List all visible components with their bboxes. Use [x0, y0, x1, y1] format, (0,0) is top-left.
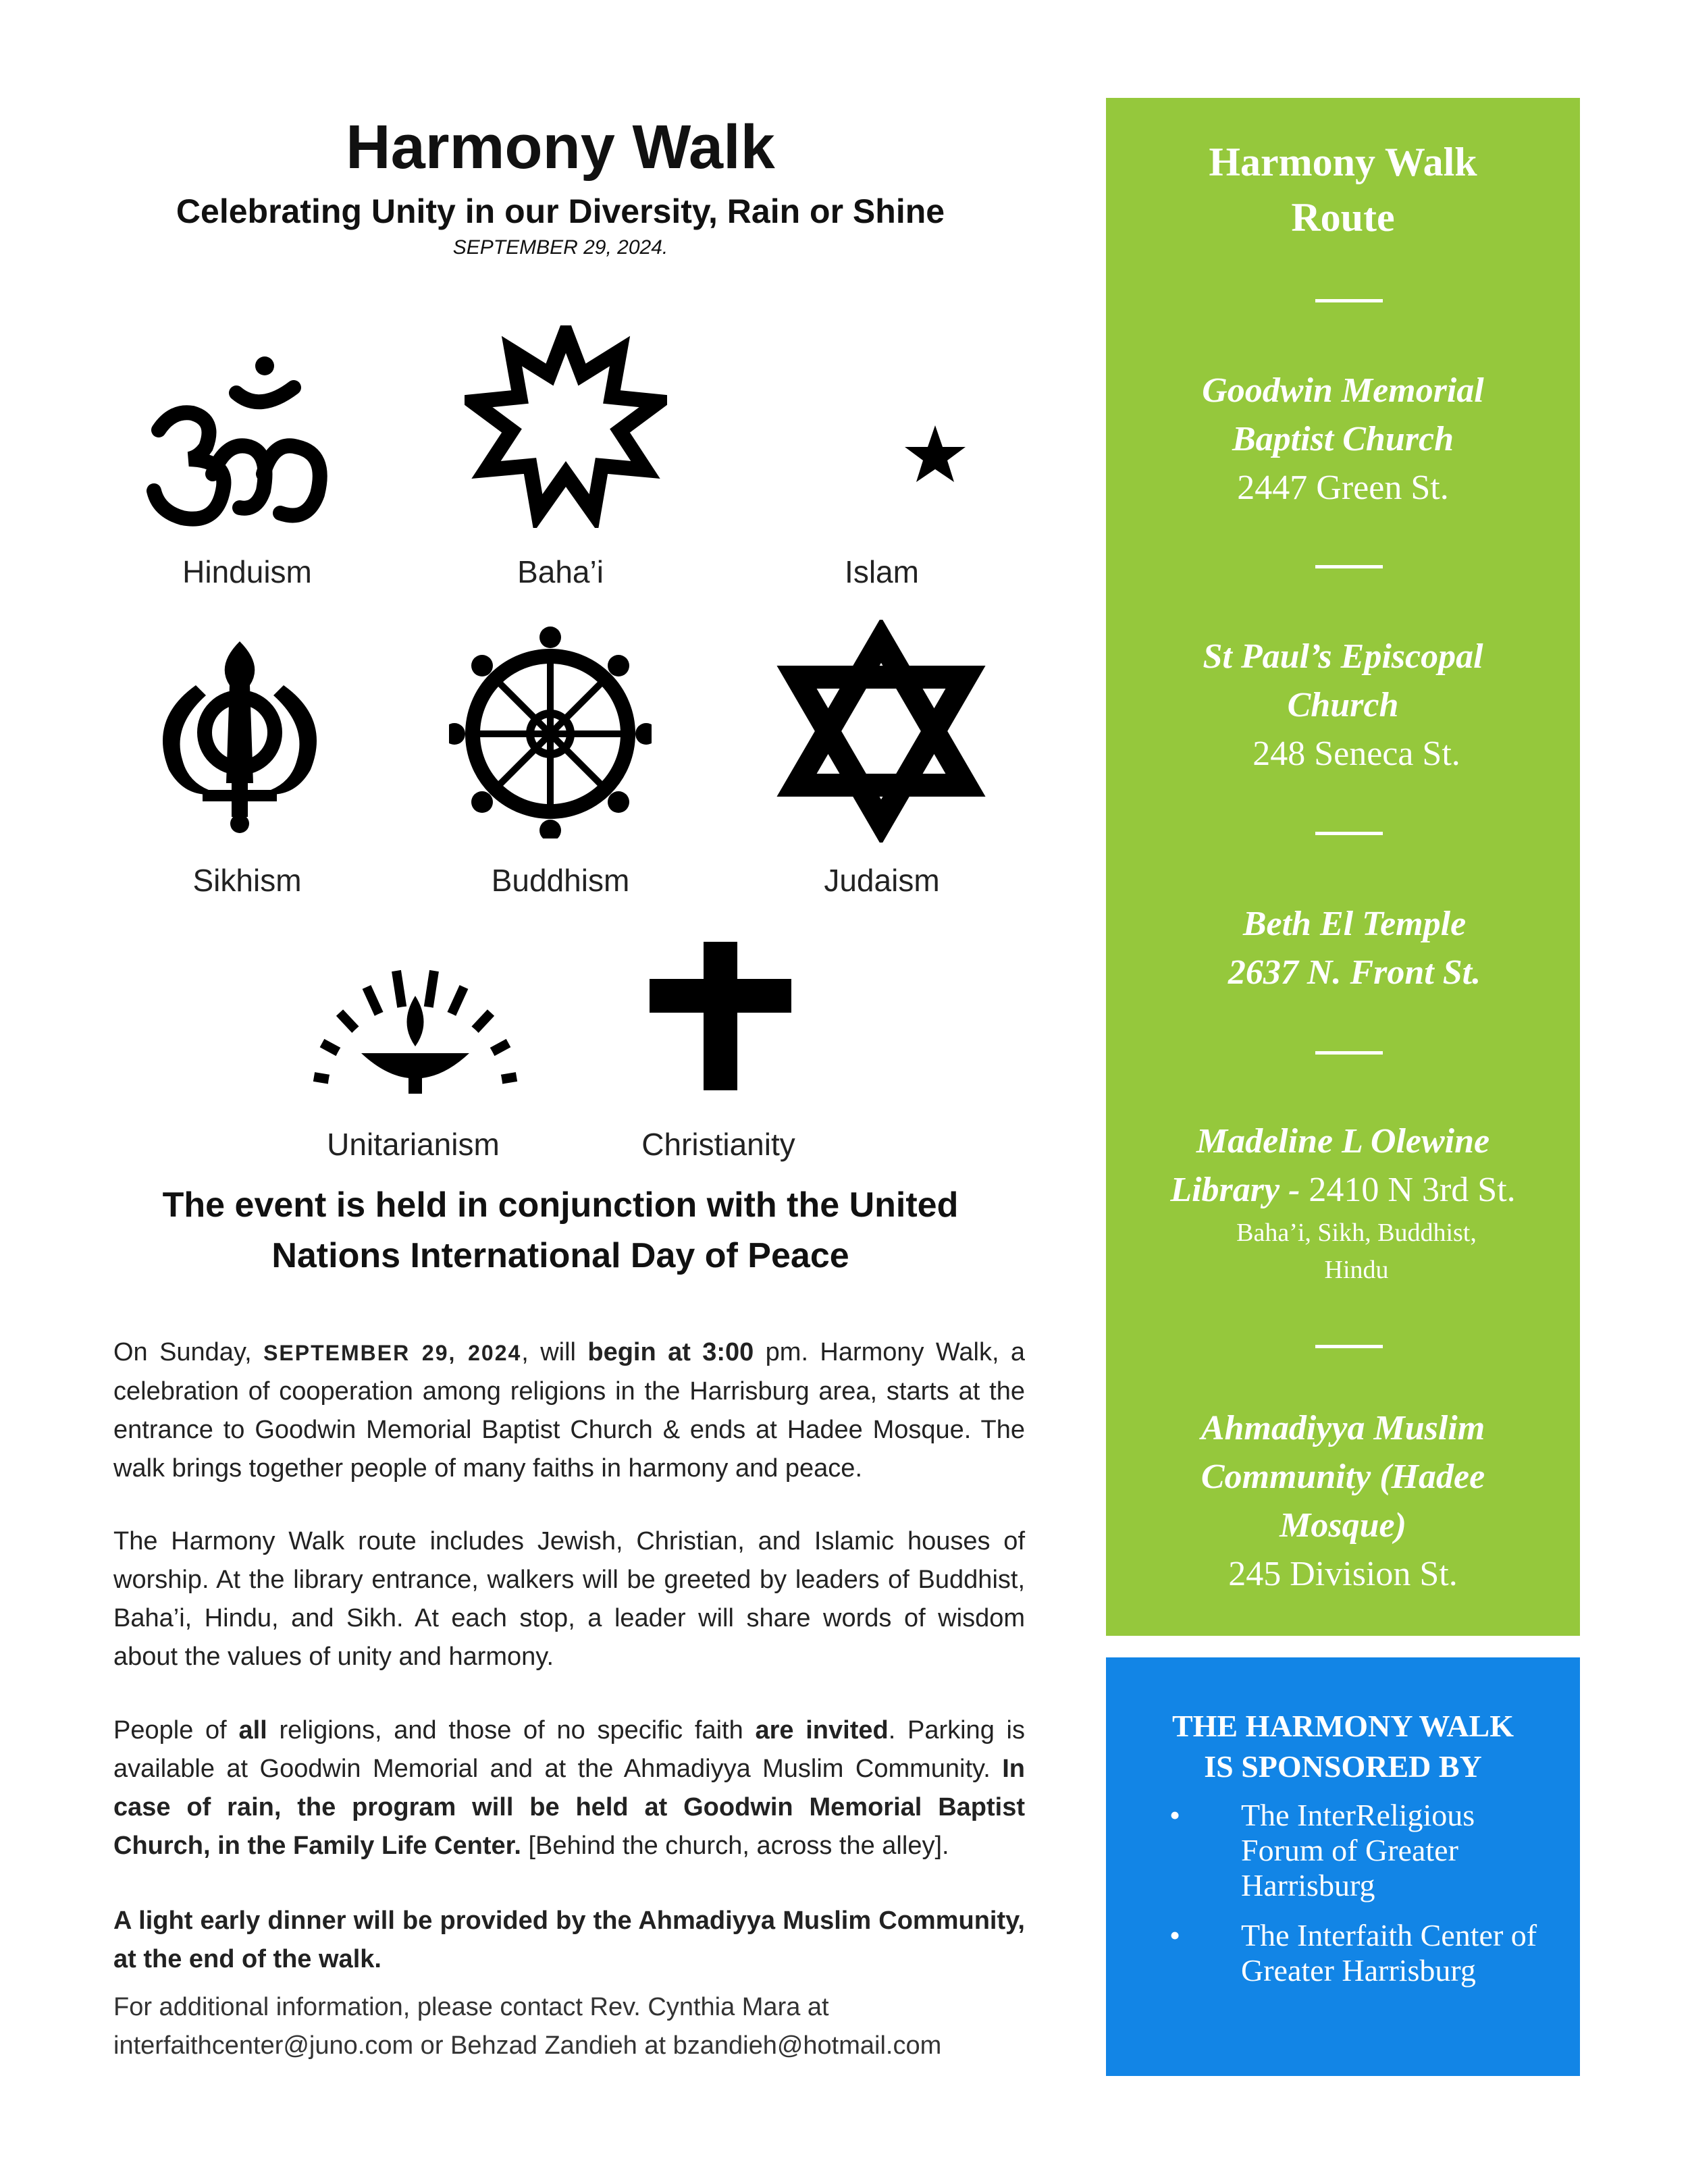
page-title: Harmony Walk — [346, 113, 775, 182]
symbol-label-judaism: Judaism — [824, 863, 940, 898]
khanda-icon — [142, 638, 338, 834]
event-date: SEPTEMBER 29, 2024. — [452, 236, 668, 259]
stop-1-address: 2447 Green St. — [1237, 469, 1449, 507]
p3-text-d: [Behind the church, across the alley]. — [521, 1832, 949, 1860]
p1-begin-time: begin at 3:00 — [587, 1338, 754, 1366]
sponsors-title — [1106, 1706, 1580, 1787]
stop-5-name-line1: Ahmadiyya Muslim — [1201, 1409, 1485, 1447]
stop-3-address: 2637 N. Front St. — [1228, 953, 1481, 992]
p3-all: all — [238, 1716, 267, 1744]
stop-2-address: 248 Seneca St. — [1252, 735, 1460, 773]
paragraph-route-info: The Harmony Walk route includes Jewish, Christian, and Islamic houses of worship. At the library entrance, walkers will be greeted by leaders of Buddhist, Baha’i, Hindu, and Sikh. At each stop, a leader will share words of wisdom about the values of unity and harmony. — [113, 1527, 1025, 1671]
contact-info: For additional information, please contact Rev. Cynthia Mara at interfaithcenter@juno.com or Behzad Zandieh at bzandieh@hotmail.com — [113, 1993, 942, 2060]
sponsor-item: • The Interfaith Center of Greater Harrisburg — [1153, 1918, 1558, 1988]
route-panel — [1106, 98, 1580, 1636]
dharma-wheel-icon — [449, 622, 652, 838]
crescent-star-icon — [783, 365, 986, 540]
stop-4-address: 2410 N 3rd St. — [1300, 1171, 1516, 1209]
symbol-label-sikhism: Sikhism — [192, 863, 302, 898]
cross-icon — [650, 942, 791, 1090]
route-stop-st-pauls — [1106, 633, 1580, 778]
paragraph-invitation — [113, 1711, 1025, 1865]
stop-4-faiths-line2: Hindu — [1324, 1256, 1389, 1284]
p3-text-b: religions, and those of no specific faith — [267, 1716, 756, 1744]
stop-3-name: Beth El Temple — [1242, 905, 1467, 943]
p3-text-c: . Parking is available at Goodwin Memorial and at the Ahmadiyya Muslim Community. — [113, 1716, 1025, 1783]
symbol-label-unitarianism: Unitarianism — [327, 1127, 500, 1162]
symbol-label-buddhism: Buddhism — [491, 863, 630, 898]
sponsors-title-line1: THE HARMONY WALK — [1171, 1709, 1514, 1743]
route-stop-library — [1106, 1117, 1580, 1289]
p1-text-a: On Sunday, — [113, 1338, 264, 1366]
route-stop-beth-el — [1106, 900, 1580, 997]
stop-2-name-line1: St Paul’s Episcopal — [1203, 637, 1483, 676]
symbol-label-hinduism: Hinduism — [182, 554, 312, 589]
route-divider — [1315, 299, 1383, 302]
route-title — [1106, 134, 1580, 245]
p3-text-a: People of — [113, 1716, 239, 1744]
stop-4-name-line2: Library - — [1170, 1171, 1300, 1209]
route-divider — [1315, 1345, 1383, 1348]
om-icon — [135, 346, 338, 541]
stop-5-name-line2: Community (Hadee — [1201, 1458, 1485, 1496]
p1-text-c: pm. Harmony Walk, a celebration of cooperation among religions in the Harrisburg area, starts at the entrance to Goodwin Memorial Baptist Church & ends at Hadee Mosque. The walk brings together people of many faiths in harmony and peace. — [113, 1338, 1026, 1483]
route-divider — [1315, 832, 1383, 835]
stop-4-name-line1: Madeline L Olewine — [1196, 1122, 1490, 1161]
route-stop-goodwin — [1106, 367, 1580, 512]
sponsors-list — [1153, 1798, 1558, 2003]
symbol-label-islam: Islam — [845, 554, 919, 589]
stop-5-name-line3: Mosque) — [1280, 1506, 1406, 1545]
p3-invited: are invited — [755, 1716, 889, 1744]
paragraph-dinner: A light early dinner will be provided by the Ahmadiyya Muslim Community, at the end of the walk. — [113, 1907, 1025, 1973]
p3-rain-notice: In case of rain, the program will be held at Goodwin Memorial Baptist Church, in the Family Life Center. — [113, 1755, 1025, 1860]
symbol-label-christianity: Christianity — [641, 1127, 795, 1162]
route-title-line2: Route — [1291, 195, 1395, 240]
star-of-david-icon — [776, 620, 986, 843]
sponsors-title-line2: IS SPONSORED BY — [1204, 1749, 1482, 1784]
page-subtitle: Celebrating Unity in our Diversity, Rain or Shine — [176, 192, 945, 230]
route-stop-ahmadiyya — [1106, 1404, 1580, 1599]
paragraph-event-details — [113, 1333, 1025, 1488]
route-title-line1: Harmony Walk — [1209, 140, 1477, 184]
sponsors-panel — [1106, 1657, 1580, 2076]
stop-4-faiths-line1: Baha’i, Sikh, Buddhist, — [1236, 1219, 1477, 1247]
stop-1-name-line1: Goodwin Memorial — [1202, 371, 1484, 410]
p1-text-b: , will — [521, 1338, 588, 1366]
p1-date: SEPTEMBER 29, 2024 — [263, 1341, 522, 1365]
symbol-label-bahai: Baha’i — [517, 554, 604, 589]
un-peace-day-heading: The event is held in conjunction with the United Nations International Day of Peace — [162, 1186, 959, 1275]
sponsor-item: • The InterReligious Forum of Greater Harrisburg — [1153, 1798, 1558, 1903]
stop-2-name-line2: Church — [1287, 686, 1399, 724]
stop-1-name-line2: Baptist Church — [1232, 420, 1454, 458]
stop-5-address: 245 Division St. — [1228, 1555, 1458, 1593]
nine-pointed-star-icon — [465, 325, 667, 528]
route-divider — [1315, 565, 1383, 568]
flaming-chalice-icon — [307, 959, 523, 1094]
route-divider — [1315, 1051, 1383, 1055]
